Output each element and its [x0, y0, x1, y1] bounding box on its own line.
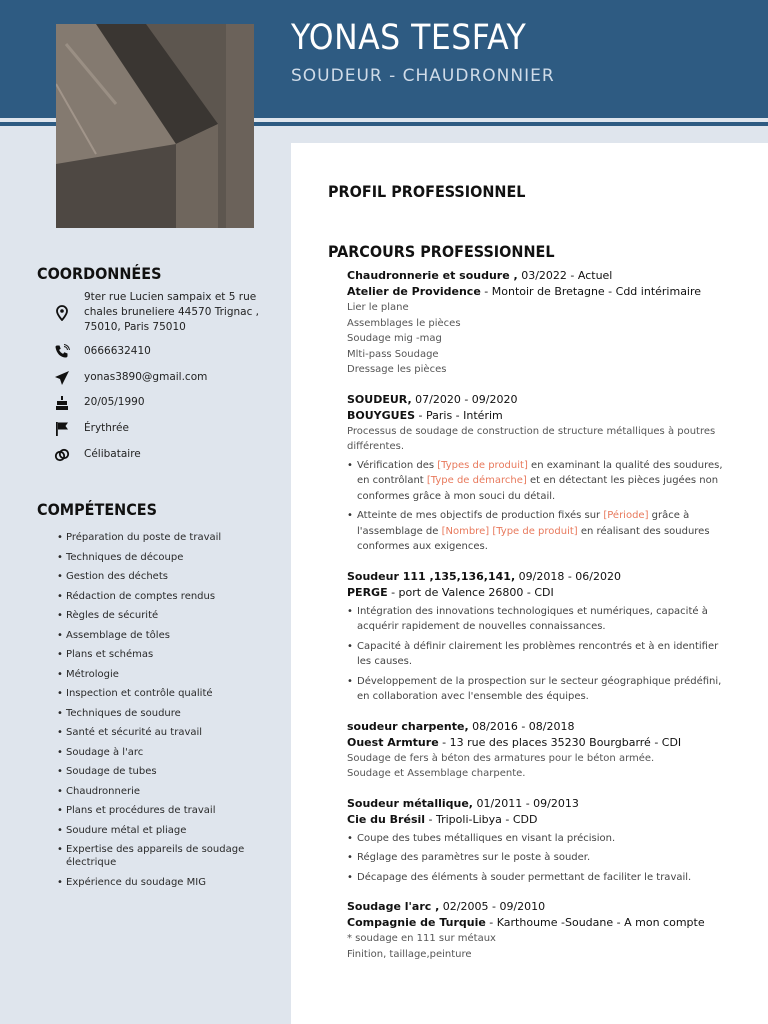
- skill-item: • Soudage à l'arc: [66, 746, 266, 766]
- company-name: BOUYGUES: [347, 408, 416, 422]
- company-line: [347, 735, 729, 751]
- job-title: Soudage l'arc ,: [347, 900, 440, 913]
- description-line: Dressage les pièces: [347, 364, 447, 375]
- company-name: Compagnie de Turquie: [347, 916, 486, 929]
- job-title: Soudeur métallique,: [347, 796, 473, 810]
- job-dates: 01/2011 - 09/2013: [473, 796, 579, 810]
- description-line: Soudage mig -mag: [347, 333, 442, 344]
- skill-item: • Santé et sécurité au travail: [66, 726, 266, 746]
- skill-item: • Soudage de tubes: [66, 765, 266, 785]
- birthdate-text: 20/05/1990: [84, 396, 145, 408]
- contact-status: [54, 447, 264, 463]
- skill-item: • Rédaction de comptes rendus: [66, 590, 266, 610]
- job-title: soudeur charpente,: [347, 719, 469, 733]
- profile-photo: [56, 24, 254, 228]
- candidate-name: YONAS TESFAY: [291, 18, 527, 58]
- status-text: Célibataire: [84, 448, 141, 460]
- description-line: Soudage et Assemblage charpente.: [347, 768, 526, 779]
- skill-item: • Expertise des appareils de soudage électrique: [66, 843, 266, 876]
- bullet-text: en examinant la qualité des soudures, en contrôlant: [357, 459, 723, 486]
- rings-icon: [54, 447, 74, 463]
- job-dates: 09/2018 - 06/2020: [515, 569, 621, 583]
- experience-entry: [347, 392, 729, 555]
- bullet-text: Vérification des: [357, 459, 438, 471]
- bullet-list: [347, 831, 729, 886]
- experience-entry: [347, 796, 729, 886]
- bullet-text: et en détectant les pièces jugées non conformes grâce à mon souci du détail.: [357, 475, 719, 502]
- company-location: - 13 rue des places 35230 Bourgbarré - CDI: [438, 735, 682, 749]
- company-line: [347, 915, 729, 931]
- phone-icon: [54, 344, 74, 360]
- job-title: SOUDEUR,: [347, 392, 412, 406]
- skill-item: • Techniques de découpe: [66, 551, 266, 571]
- bullet-list: [347, 604, 729, 705]
- company-location: - Montoir de Bretagne - Cdd intérimaire: [480, 285, 702, 298]
- contact-phone: [54, 344, 264, 360]
- description-line: Mlti-pass Soudage: [347, 348, 439, 360]
- address-text: 9ter rue Lucien sampaix et 5 rue chales bruneliere 44570 Trignac , 75010, Paris 75010: [84, 291, 260, 333]
- experience-entry: [347, 719, 729, 782]
- skill-item: • Soudure métal et pliage: [66, 824, 266, 844]
- job-dates: 03/2022 - Actuel: [517, 269, 613, 282]
- company-line: [347, 408, 729, 424]
- placeholder-text: [Nombre]: [441, 525, 490, 537]
- email-icon: [54, 370, 74, 386]
- skill-item: • Assemblage de tôles: [66, 629, 266, 649]
- bullet-item: • Décapage des éléments à souder permettant de faciliter le travail.: [347, 870, 729, 886]
- company-name: PERGE: [347, 585, 388, 599]
- placeholder-text: [Type de démarche]: [426, 475, 527, 486]
- skill-item: • Plans et schémas: [66, 648, 266, 668]
- job-line: [347, 899, 729, 915]
- company-location: - port de Valence 26800 - CDI: [387, 585, 554, 599]
- description-line: Assemblages le pièces: [347, 317, 461, 329]
- flag-icon: [54, 421, 74, 437]
- placeholder-text: [Types de produit]: [437, 459, 528, 471]
- phone-text: 0666632410: [84, 345, 151, 357]
- contact-heading: COORDONNÉES: [37, 264, 162, 283]
- company-line: [347, 812, 729, 828]
- company-name: Cie du Brésil: [347, 812, 426, 826]
- skills-heading: COMPÉTENCES: [37, 500, 157, 519]
- skill-item: • Inspection et contrôle qualité: [66, 687, 266, 707]
- job-line: [347, 392, 729, 408]
- company-line: [347, 585, 729, 601]
- experience-entry: [347, 569, 729, 705]
- experience-heading: PARCOURS PROFESSIONNEL: [328, 242, 555, 261]
- skill-item: • Chaudronnerie: [66, 785, 266, 805]
- candidate-title: SOUDEUR - CHAUDRONNIER: [291, 66, 555, 86]
- company-line: [347, 284, 729, 300]
- bullet-item: • Développement de la prospection sur le secteur géographique prédéfini, en collaboration avec l'ensemble des équipes.: [347, 674, 729, 705]
- bullet-list: [347, 458, 729, 555]
- bullet-text: en réalisant des soudures conformes aux exigences.: [357, 525, 710, 552]
- job-line: [347, 569, 729, 585]
- location-icon: [54, 305, 74, 321]
- contact-birthdate: [54, 395, 264, 411]
- bullet-item: • Réglage des paramètres sur le poste à souder.: [347, 850, 729, 866]
- profile-heading: PROFIL PROFESSIONNEL: [328, 182, 526, 201]
- placeholder-text: [Type de produit]: [492, 525, 578, 537]
- placeholder-text: [Période]: [603, 510, 649, 521]
- description-line: * soudage en 111 sur métaux: [347, 933, 496, 944]
- experience-list: [347, 268, 729, 976]
- experience-entry: [347, 268, 729, 378]
- company-location: - Tripoli-Libya - CDD: [425, 812, 538, 826]
- skills-list: [66, 531, 266, 895]
- skill-item: • Techniques de soudure: [66, 707, 266, 727]
- nationality-text: Érythrée: [84, 422, 129, 434]
- bullet-item: • Coupe des tubes métalliques en visant la précision.: [347, 831, 729, 847]
- skill-item: • Métrologie: [66, 668, 266, 688]
- company-location: - Karthoume -Soudane - A mon compte: [485, 916, 705, 929]
- bullet-item: • Capacité à définir clairement les problèmes rencontrés et à en identifier les causes.: [347, 639, 729, 670]
- job-dates: 02/2005 - 09/2010: [439, 900, 546, 913]
- job-line: [347, 268, 729, 284]
- company-location: - Paris - Intérim: [415, 408, 503, 422]
- birthday-cake-icon: [54, 395, 74, 411]
- bullet-item: • Intégration des innovations technologiques et numériques, capacité à acquérir rapidement de nouvelles connaissances.: [347, 604, 729, 635]
- company-name: Ouest Armture: [347, 735, 439, 749]
- email-text: yonas3890@gmail.com: [84, 371, 208, 383]
- contact-nationality: [54, 421, 264, 437]
- skill-item: • Expérience du soudage MIG: [66, 876, 266, 896]
- description-line: Soudage de fers à béton des armatures pour le béton armée.: [347, 752, 655, 764]
- company-name: Atelier de Providence: [347, 285, 481, 298]
- job-line: [347, 719, 729, 735]
- job-title: Soudeur 111 ,135,136,141,: [347, 569, 516, 583]
- experience-entry: [347, 899, 729, 962]
- skill-item: • Règles de sécurité: [66, 609, 266, 629]
- job-dates: 07/2020 - 09/2020: [411, 392, 518, 406]
- job-title: Chaudronnerie et soudure ,: [347, 269, 518, 282]
- skill-item: • Gestion des déchets: [66, 570, 266, 590]
- skill-item: • Préparation du poste de travail: [66, 531, 266, 551]
- bullet-text: grâce à l'assemblage de: [357, 510, 690, 537]
- job-line: [347, 796, 729, 812]
- description-line: Finition, taillage,peinture: [347, 948, 472, 960]
- description-line: Processus de soudage de construction de structure métalliques à poutres différentes.: [347, 425, 716, 452]
- bullet-item: [347, 508, 729, 555]
- skill-item: • Plans et procédures de travail: [66, 804, 266, 824]
- job-dates: 08/2016 - 08/2018: [468, 719, 575, 733]
- contact-address: [54, 290, 264, 335]
- description-line: Lier le plane: [347, 302, 409, 313]
- bullet-text: Atteinte de mes objectifs de production fixés sur: [357, 510, 604, 521]
- bullet-item: [347, 458, 729, 505]
- contact-email: [54, 370, 264, 386]
